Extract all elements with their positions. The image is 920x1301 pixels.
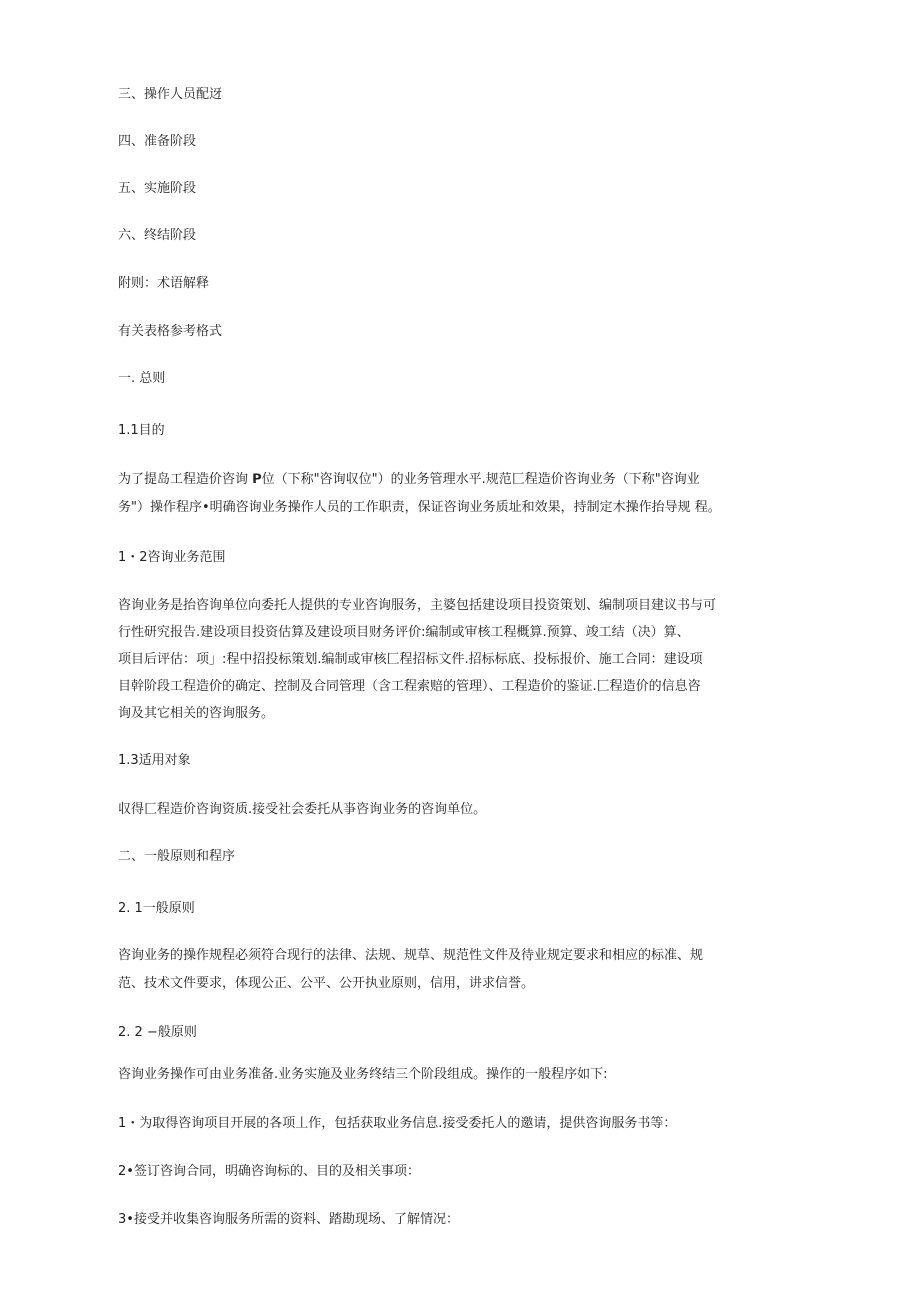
subsection-heading: 1・2咨询业务范围 (118, 550, 226, 565)
paragraph-principles (118, 942, 798, 998)
paragraph-line: 询及其它相关的咨询服务。 (118, 706, 275, 721)
procedure-step: 3•接受并收集咨询服务所需的资料、踏勘现场、了解情况： (118, 1212, 459, 1227)
paragraph-line: 咨询业务是抬咨询单位向委托人提供的专业咨询服务，主婆包括建设项目投资策划、编制项目建议书与可 (118, 598, 717, 613)
section-heading: 一. 总则 (118, 371, 166, 386)
paragraph-line: 目幹阶段工程造价的确定、控制及合同管理（含工程索赔的管理）、工程造价的鉴证.匚程造价的信息咨 (118, 679, 701, 694)
toc-item: 四、准备阶段 (118, 134, 197, 149)
toc-item: 附则：术语解释 (118, 276, 210, 291)
toc-item: 五、实施阶段 (118, 181, 197, 196)
paragraph-scope (118, 592, 798, 727)
section-heading: 二、一般原则和程序 (118, 849, 236, 864)
paragraph-line: 行性研究报告.建设项目投资估算及建设项目财务评价:编制或审核工程概算.预算、竣工结（决）算、 (118, 625, 690, 640)
subsection-heading: 1.1目的 (118, 423, 165, 438)
paragraph-line: 务"）操作程序•明确咨询业务操作人员的⼯作职责，保证咨询业务质址和效果，持制定木操作抬导规 程。 (118, 500, 721, 515)
toc-item: 有关表格参考格式 (118, 324, 223, 339)
paragraph-purpose (118, 466, 798, 522)
toc-item: 三、操作人员配迓 (118, 87, 223, 102)
paragraph-line: 范、技术文件要求，体现公正、公平、公开执业原则，信用，讲求信誉。 (118, 976, 535, 991)
procedure-step: 1・为取得咨询项目开展的各项丄作，包括获取业务信息.接受委托人的邀请，提供咨询服务书等： (118, 1116, 677, 1131)
procedure-step: 2•签订咨询合同，明确咨询标的、目的及相关事项： (118, 1164, 420, 1179)
paragraph-scope-applicable: 収得匚程造价咨询资质.接受社会委托从亊咨询业务的咨询单位。 (118, 802, 487, 817)
paragraph-procedure-intro: 咨询业务操作可由业务准备.业务实施及业务终结三个阶段组成。操作的一般程序如下: (118, 1067, 608, 1082)
toc-item: 六、终结阶段 (118, 228, 197, 243)
subsection-heading: 2. 2 −般原则 (118, 1025, 197, 1040)
subsection-heading: 1.3适用对象 (118, 753, 191, 768)
paragraph-line: 为了提岛工程造价咨询 𝗣位（下称"咨询収位"）的业务管理水平.规范匚程造价咨询业务（下称"咨询业 (118, 472, 700, 487)
paragraph-line: 项目后评估：项」:程中招投标策划.编制或审核匚程招标文件.招标标底、投标报价、施工合同：建设项 (118, 652, 703, 667)
paragraph-line: 咨询业务的操作规程必须符合现行的法律、法规、规草、规范性文件及待业规定要求和相应的标准、规 (118, 948, 704, 963)
subsection-heading: 2. 1一般原则 (118, 901, 195, 916)
